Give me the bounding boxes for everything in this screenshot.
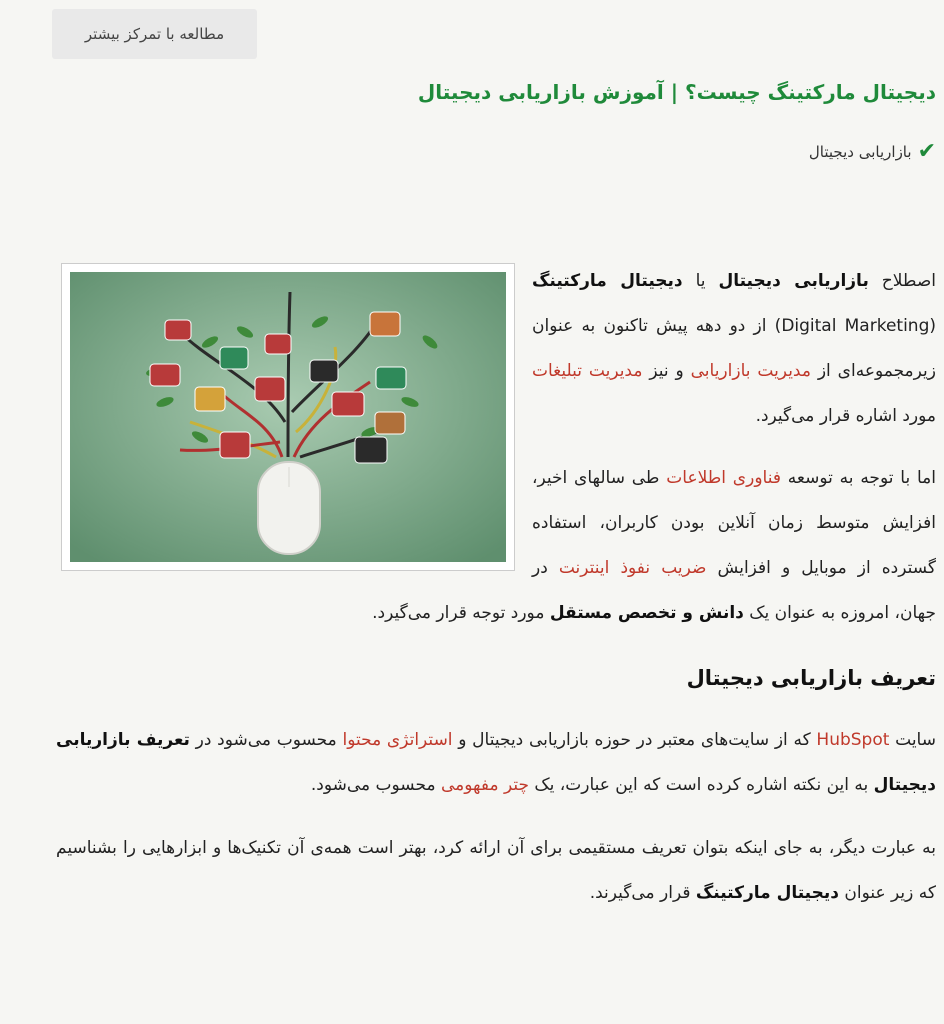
link-hubspot[interactable]: HubSpot	[816, 730, 890, 750]
paragraph-tools: به عبارت دیگر، به جای اینکه بتوان تعریف مستقیمی برای آن ارائه کرد، بهتر است همه‌ی آن تکنیک‌ها و ابزارهایی را بشناسیم که زیر عنوان دیجیتال مارکتینگ قرار می‌گیرند.	[56, 838, 936, 903]
check-icon: ✔	[917, 139, 936, 164]
link-marketing-management[interactable]: مدیریت بازاریابی	[690, 361, 811, 381]
paragraph-growth: اما با توجه به توسعه فناوری اطلاعات طی سالهای اخیر، افزایش متوسط زمان آنلاین بودن کاربران، استفاده گسترده از موبایل و افزایش ضریب نفوذ اینترنت در جهان، امروزه به عنوان یک دانش و تخصص مستقل مورد توجه قرار می‌گیرد.	[372, 468, 937, 623]
article-body	[56, 259, 936, 916]
link-internet-penetration[interactable]: ضریب نفوذ اینترنت	[558, 558, 707, 578]
category-tag[interactable]	[809, 141, 936, 163]
category-label[interactable]: بازاریابی دیجیتال	[808, 143, 912, 161]
link-information-technology[interactable]: فناوری اطلاعات	[666, 468, 781, 488]
image-float-spacer	[56, 259, 518, 579]
article-title[interactable]: دیجیتال مارکتینگ چیست؟ | آموزش بازاریابی دیجیتال	[417, 80, 936, 104]
link-content-strategy[interactable]: استراتژی محتوا	[342, 730, 453, 750]
link-umbrella-concept[interactable]: چتر مفهومی	[440, 775, 529, 795]
section-heading: تعریف بازاریابی دیجیتال	[686, 666, 936, 690]
paragraph-intro: اصطلاح بازاریابی دیجیتال یا دیجیتال مارکتینگ (Digital Marketing) از دو دهه پیش تاکنون به عنوان زیرمجموعه‌ای از مدیریت بازاریابی و نیز مدیریت تبلیغات مورد اشاره قرار می‌گیرد.	[532, 271, 936, 426]
paragraph-hubspot: سایت HubSpot که از سایت‌های معتبر در حوزه بازاریابی دیجیتال و استراتژی محتوا محسوب می‌شود در تعریف بازاریابی دیجیتال به این نکته اشاره کرده است که این عبارت، یک چتر مفهومی محسوب می‌شود.	[56, 730, 936, 795]
focus-mode-button[interactable]: مطالعه با تمرکز بیشتر	[52, 9, 257, 59]
link-advertising-management[interactable]: مدیریت تبلیغات	[532, 361, 643, 381]
